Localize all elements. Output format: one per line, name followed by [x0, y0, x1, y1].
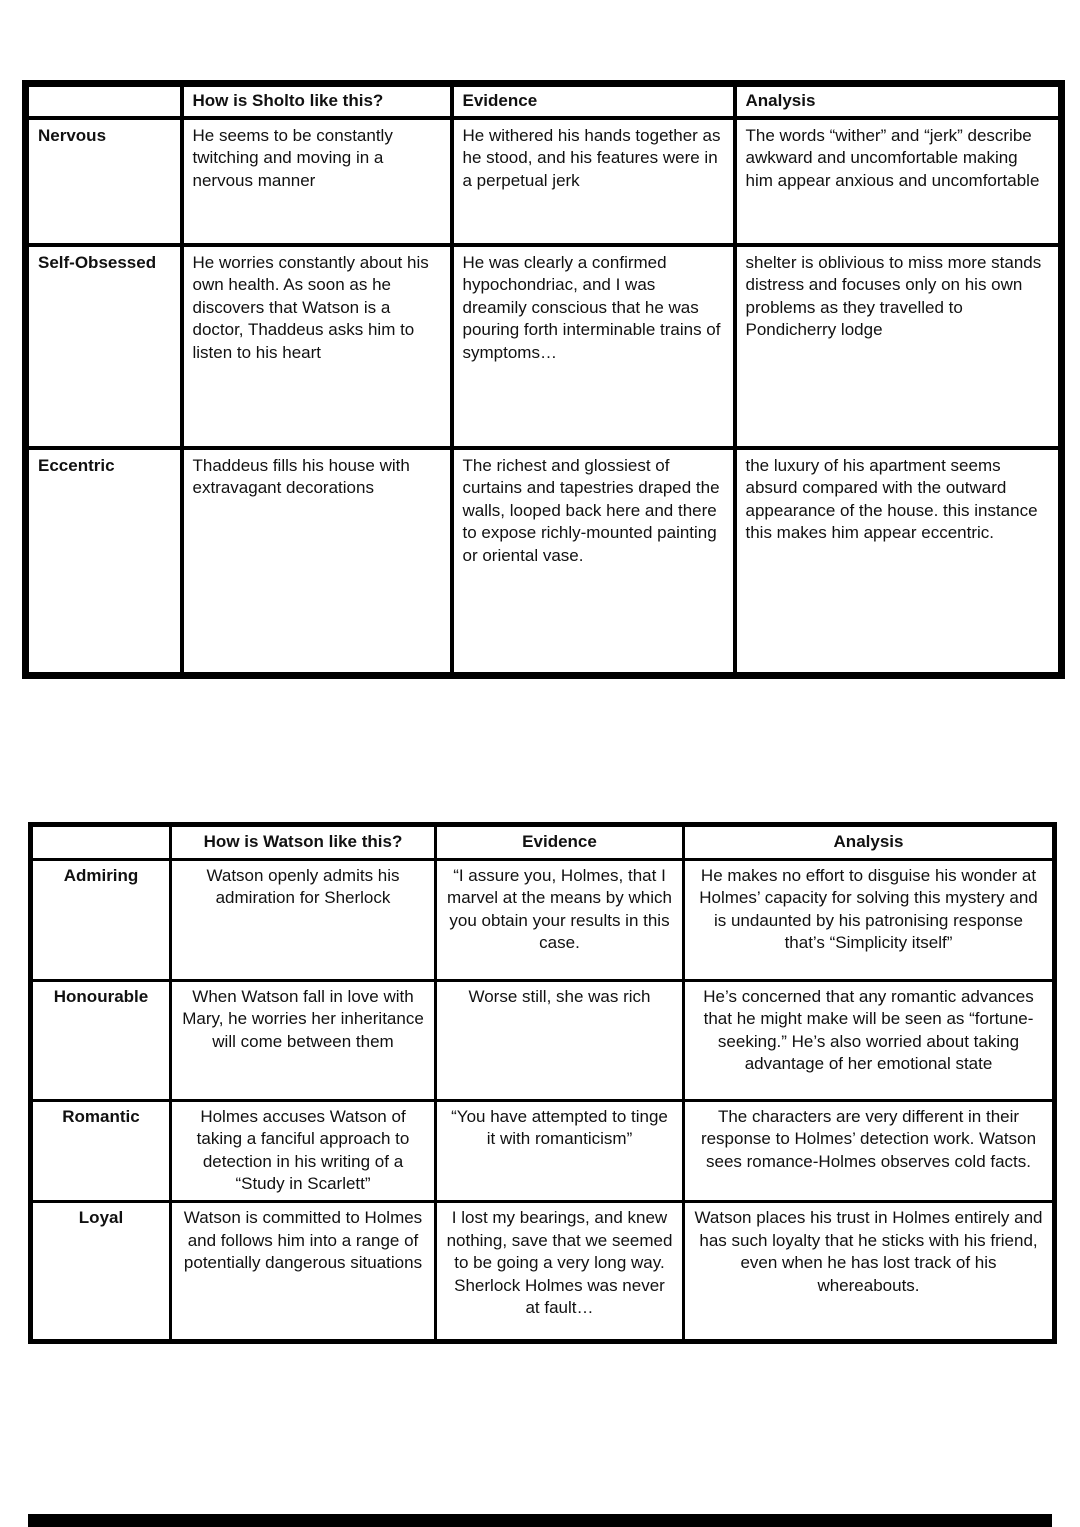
table-row [26, 245, 1062, 448]
table-row [26, 118, 1062, 245]
evidence-cell: I lost my bearings, and knew nothing, save that we seemed to be going a very long way. Sherlock Holmes was never at fault… [436, 1202, 684, 1342]
evidence-cell: Worse still, she was rich [436, 980, 684, 1100]
watson-character-table [28, 822, 1057, 1344]
trait-cell: Admiring [31, 859, 171, 980]
analysis-column-header: Analysis [684, 825, 1055, 860]
analysis-cell: He’s concerned that any romantic advances that he might make will be seen as “fortune-seeking.” He’s also worried about taking advantage of her emotional state [684, 980, 1055, 1100]
analysis-cell: The words “wither” and “jerk” describe awkward and uncomfortable making him appear anxious and uncomfortable [735, 118, 1062, 245]
evidence-column-header: Evidence [436, 825, 684, 860]
evidence-column-header: Evidence [452, 84, 735, 118]
table-row [31, 980, 1055, 1100]
how-cell: Watson is committed to Holmes and follows him into a range of potentially dangerous situations [171, 1202, 436, 1342]
sholto-character-table [22, 80, 1065, 679]
table-row [31, 1202, 1055, 1342]
how-column-header: How is Sholto like this? [182, 84, 452, 118]
trait-cell: Eccentric [26, 448, 182, 676]
corner-header-cell [31, 825, 171, 860]
evidence-cell: He was clearly a confirmed hypochondriac, and I was dreamily conscious that he was pouring forth interminable trains of symptoms… [452, 245, 735, 448]
trait-cell: Nervous [26, 118, 182, 245]
corner-header-cell [26, 84, 182, 118]
how-cell: When Watson fall in love with Mary, he worries her inheritance will come between them [171, 980, 436, 1100]
table-header-row [31, 825, 1055, 860]
cut-off-table-border [28, 1514, 1052, 1527]
evidence-cell: “I assure you, Holmes, that I marvel at the means by which you obtain your results in this case. [436, 859, 684, 980]
analysis-cell: shelter is oblivious to miss more stands distress and focuses only on his own problems as they travelled to Pondicherry lodge [735, 245, 1062, 448]
evidence-cell: “You have attempted to tinge it with romanticism” [436, 1100, 684, 1201]
evidence-cell: He withered his hands together as he stood, and his features were in a perpetual jerk [452, 118, 735, 245]
how-column-header: How is Watson like this? [171, 825, 436, 860]
evidence-cell: The richest and glossiest of curtains and tapestries draped the walls, looped back here and there to expose richly-mounted painting or oriental vase. [452, 448, 735, 676]
table-row [31, 1100, 1055, 1201]
trait-cell: Loyal [31, 1202, 171, 1342]
analysis-cell: the luxury of his apartment seems absurd compared with the outward appearance of the house. this instance this makes him appear eccentric. [735, 448, 1062, 676]
how-cell: He seems to be constantly twitching and moving in a nervous manner [182, 118, 452, 245]
how-cell: Holmes accuses Watson of taking a fanciful approach to detection in his writing of a “Study in Scarlett” [171, 1100, 436, 1201]
how-cell: Watson openly admits his admiration for Sherlock [171, 859, 436, 980]
trait-cell: Self-Obsessed [26, 245, 182, 448]
analysis-cell: The characters are very different in their response to Holmes’ detection work. Watson sees romance-Holmes observes cold facts. [684, 1100, 1055, 1201]
trait-cell: Romantic [31, 1100, 171, 1201]
table-row [31, 859, 1055, 980]
analysis-cell: Watson places his trust in Holmes entirely and has such loyalty that he sticks with his friend, even when he has lost track of his whereabouts. [684, 1202, 1055, 1342]
trait-cell: Honourable [31, 980, 171, 1100]
how-cell: Thaddeus fills his house with extravagant decorations [182, 448, 452, 676]
table-header-row [26, 84, 1062, 118]
table-row [26, 448, 1062, 676]
how-cell: He worries constantly about his own health. As soon as he discovers that Watson is a doctor, Thaddeus asks him to listen to his heart [182, 245, 452, 448]
analysis-cell: He makes no effort to disguise his wonder at Holmes’ capacity for solving this mystery and is undaunted by his patronising response that’s “Simplicity itself” [684, 859, 1055, 980]
analysis-column-header: Analysis [735, 84, 1062, 118]
